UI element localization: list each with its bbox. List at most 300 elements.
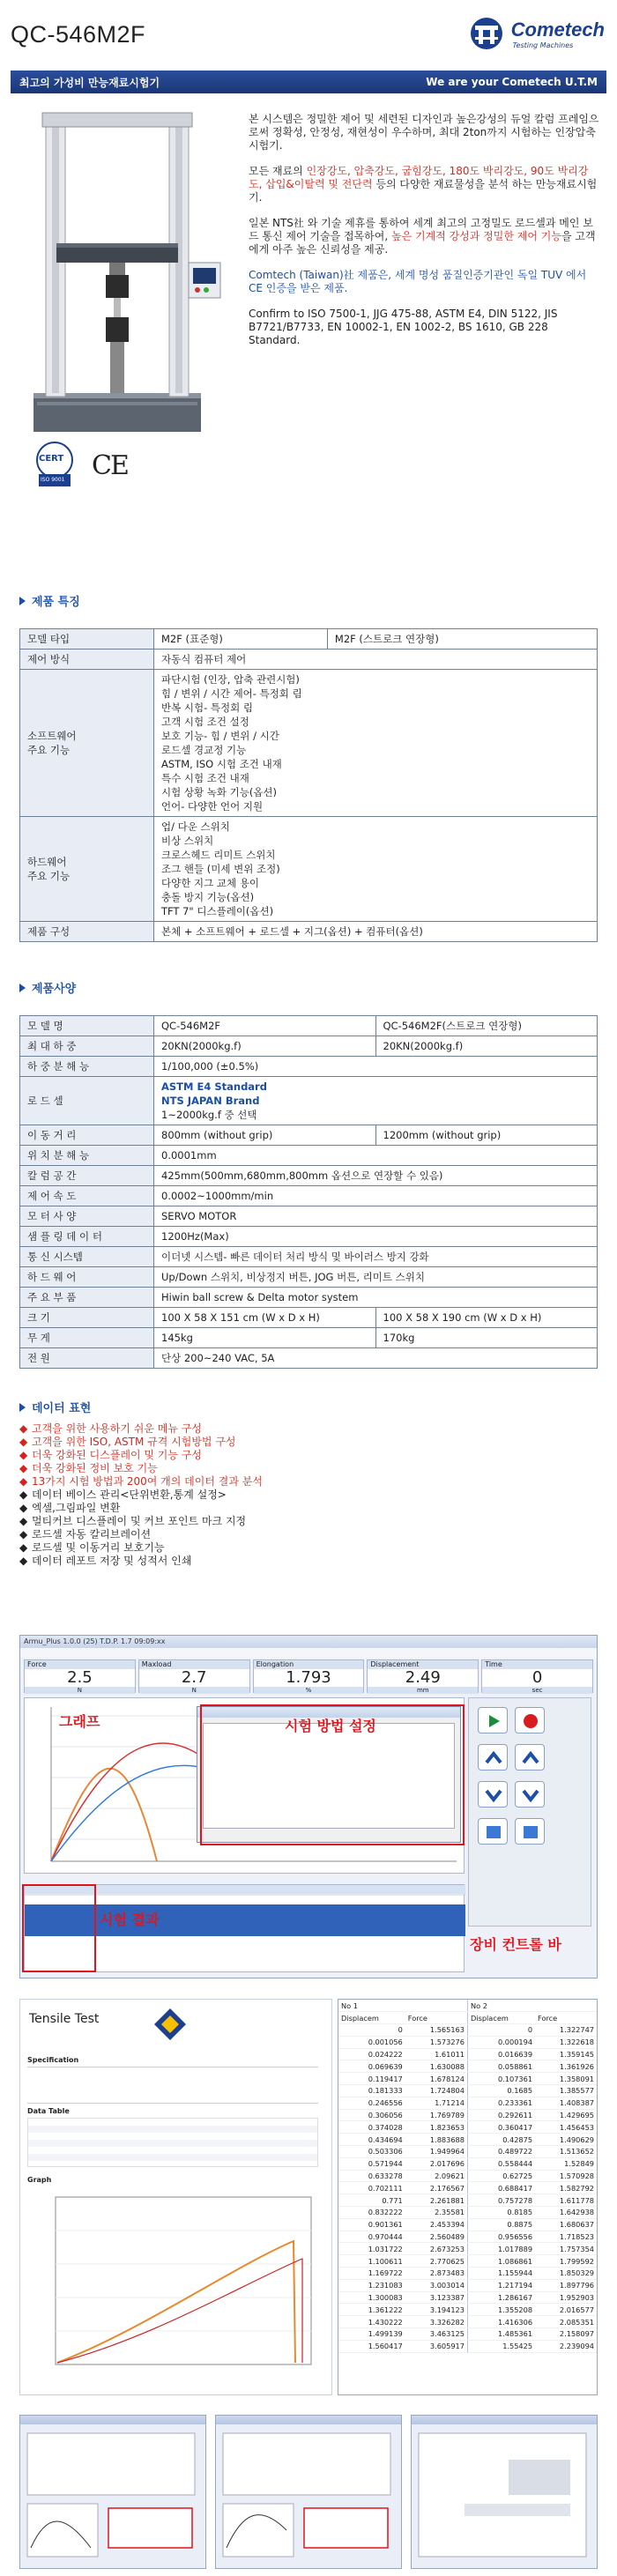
features-row [20, 629, 598, 650]
zero-button[interactable] [515, 1818, 545, 1845]
data-table-cell: 1.560417 [338, 2340, 405, 2352]
features-row-label: 모델 타입 [20, 629, 154, 650]
data-feature-text: 데이터 베이스 관리<단위변환,통계 설정> [32, 1488, 227, 1501]
brand-subtitle: Testing Machines [512, 41, 574, 49]
features-line: 다양한 지그 교체 용이 [161, 877, 259, 889]
data-table-cell: 0.233361 [467, 2097, 535, 2109]
data-table-cell: 0.1685 [467, 2085, 535, 2097]
readout-time [481, 1659, 593, 1693]
data-table-cell: 0.292611 [467, 2109, 535, 2121]
down-fast-button[interactable] [515, 1781, 545, 1808]
diamond-bullet-icon: ◆ [19, 1515, 28, 1527]
data-table-cell: 1.642938 [535, 2207, 597, 2219]
data-table-cell: 1.611778 [535, 2194, 597, 2207]
features-row [20, 922, 598, 942]
report-spec-label: Specification [27, 2056, 79, 2064]
data-table-cell: 2.35581 [405, 2207, 468, 2219]
specs-cell: 20KN(2000kg.f) [375, 1036, 598, 1057]
readout-displacement [367, 1659, 479, 1693]
data-table-row [338, 2146, 597, 2158]
data-table-cell: 0.107361 [467, 2073, 535, 2085]
data-feature-text: 로드셀 자동 칼리브레이션 [32, 1528, 152, 1540]
data-table-cell: 2.770625 [405, 2255, 468, 2268]
intro-paragraph-3 [249, 217, 601, 256]
intro-p2-prefix: 모든 재료의 [249, 165, 307, 177]
data-table-row [338, 2134, 597, 2146]
data-table-cell: 0.571944 [338, 2157, 405, 2170]
data-table-row [338, 2157, 597, 2170]
section-arrow-icon [19, 984, 26, 992]
report-data-block [27, 2118, 318, 2167]
data-table-cell: 1.680637 [535, 2218, 597, 2231]
data-table-cell: 1.883688 [405, 2134, 468, 2146]
section-arrow-icon [19, 1403, 26, 1412]
data-table-cell: 1.52849 [535, 2157, 597, 2170]
annotation-result: 시험 결과 [100, 1912, 160, 1928]
specs-row [20, 1247, 598, 1267]
data-feature-text: 고객을 위한 ISO, ASTM 규격 시험방법 구성 [32, 1436, 236, 1448]
data-table-cell: 1.724804 [405, 2085, 468, 2097]
diamond-bullet-icon: ◆ [19, 1436, 28, 1448]
specs-row-label: 제 어 속 도 [20, 1186, 154, 1206]
data-table-row [338, 2207, 597, 2219]
data-table-cell: 1.55425 [467, 2340, 535, 2352]
data-table-cell: 1.949964 [405, 2146, 468, 2158]
report-table-label: Data Table [27, 2107, 70, 2115]
data-table-cell: 0.757278 [467, 2194, 535, 2207]
data-feature-item [19, 1541, 598, 1555]
loadcell-brand: NTS JAPAN Brand [161, 1095, 260, 1107]
data-table-cell: 1.286167 [467, 2291, 535, 2304]
down-button[interactable] [478, 1781, 508, 1808]
specs-row [20, 1348, 598, 1369]
specs-cell: 145kg [154, 1328, 376, 1348]
data-table-cell: 0.434694 [338, 2134, 405, 2146]
raw-data-table [338, 1999, 598, 2395]
data-table-cell: 2.085351 [535, 2316, 597, 2328]
data-feature-item [19, 1528, 598, 1541]
data-table-cell: 0.360417 [467, 2121, 535, 2134]
intro-paragraph-1: 본 시스템은 정밀한 제어 및 세련된 디자인과 높은강성의 듀얼 칼럼 프레임으로써 정확성, 안정성, 재현성이 우수하며, 최대 2ton까지 시험하는 인장압축시험기. [249, 113, 599, 152]
specs-row-label: 모 델 명 [20, 1016, 154, 1036]
data-table-cell: 0.069639 [338, 2060, 405, 2073]
up-button[interactable] [478, 1744, 508, 1771]
readout-maxload [138, 1659, 250, 1693]
features-row-label: 하드웨어 주요 기능 [20, 817, 154, 922]
features-cell: 본체 + 소프트웨어 + 로드셀 + 지그(옵션) + 컴퓨터(옵션) [154, 922, 598, 942]
section-arrow-icon [19, 597, 26, 605]
data-table-cell: 1.573276 [405, 2036, 468, 2048]
readout-unit: mm [368, 1687, 478, 1694]
data-feature-item [19, 1488, 598, 1502]
loadcell-standard: ASTM E4 Standard [161, 1080, 267, 1093]
data-table-cell: 1.513652 [535, 2146, 597, 2158]
data-feature-item [19, 1515, 598, 1528]
data-table-cell: 0.8185 [467, 2207, 535, 2219]
data-table-cell: 1.897796 [535, 2279, 597, 2291]
ce-mark: CE [92, 450, 128, 481]
data-table-cell: 0.306056 [338, 2109, 405, 2121]
data-table-cell: 2.239094 [535, 2340, 597, 2352]
data-table-cell: 1.031722 [338, 2243, 405, 2255]
report-spec-block [27, 2067, 318, 2104]
specs-row [20, 1057, 598, 1077]
features-line: 고객 시험 조건 설정 [161, 716, 249, 728]
data-table-cell: 1.485361 [467, 2328, 535, 2341]
data-table-row [338, 2060, 597, 2073]
data-table-row [338, 2231, 597, 2243]
data-feature-list [19, 1422, 598, 1568]
features-line: 충돌 방지 기능(옵션) [161, 891, 255, 903]
test-report [19, 1999, 332, 2395]
specs-cell: Hiwin ball screw & Delta motor system [154, 1288, 598, 1308]
data-table-row [338, 2036, 597, 2048]
data-table-cell: 1.429695 [535, 2109, 597, 2121]
diamond-bullet-icon: ◆ [19, 1488, 28, 1501]
data-feature-text: 멀티커브 디스플레이 및 커브 포인트 마크 지정 [32, 1515, 247, 1527]
data-table-cell: 3.605917 [405, 2340, 468, 2352]
data-table-cell: 2.158097 [535, 2328, 597, 2341]
features-cell: M2F (스트로크 연장형) [327, 629, 597, 650]
specs-cell: 800mm (without grip) [154, 1125, 376, 1146]
readout-label: Time [482, 1660, 592, 1669]
specs-row-label: 크 기 [20, 1308, 154, 1328]
data-table-cell: 1.359145 [535, 2048, 597, 2060]
specs-cell: 1/100,000 (±0.5%) [154, 1057, 598, 1077]
data-table-row [338, 2073, 597, 2085]
data-table-cell: 0.058861 [467, 2060, 535, 2073]
data-table-row [338, 2328, 597, 2341]
data-table-cell: 1.718523 [535, 2231, 597, 2243]
data-table-cell: 1.355208 [467, 2304, 535, 2316]
data-table-row [338, 2316, 597, 2328]
data-table-cell: 1.361222 [338, 2304, 405, 2316]
data-table-row [338, 2109, 597, 2121]
data-feature-item [19, 1462, 598, 1475]
features-line: ASTM, ISO 시험 조건 내재 [161, 758, 282, 770]
data-table-cell: 1.300083 [338, 2291, 405, 2304]
data-feature-item [19, 1422, 598, 1436]
data-feature-item [19, 1475, 598, 1488]
diamond-bullet-icon: ◆ [19, 1541, 28, 1554]
data-table-cell: 1.823653 [405, 2121, 468, 2134]
data-table-row [338, 2085, 597, 2097]
specs-row-label: 전 원 [20, 1348, 154, 1369]
readout-value: 2.7 [181, 1668, 207, 1687]
data-table-cell: 0.374028 [338, 2121, 405, 2134]
data-table-subheader-cell: Displacem [338, 2012, 405, 2024]
data-table-cell: 1.100611 [338, 2255, 405, 2268]
readout-label: Elongation [254, 1660, 364, 1669]
data-table-cell: 0.62725 [467, 2170, 535, 2182]
specs-table [19, 1015, 598, 1369]
data-table-row [338, 2024, 597, 2037]
intro-section [0, 93, 617, 508]
specs-row-label: 위 치 분 해 능 [20, 1146, 154, 1166]
specs-cell: 425mm(500mm,680mm,800mm 옵션으로 연장할 수 있음) [154, 1166, 598, 1186]
data-table-cell: 2.017696 [405, 2157, 468, 2170]
data-table-cell: 1.408387 [535, 2097, 597, 2109]
up-fast-button[interactable] [515, 1744, 545, 1771]
data-table-row [338, 2304, 597, 2316]
specs-cell: 이더넷 시스템- 빠른 데이터 처리 방식 및 바이러스 방지 강화 [154, 1247, 598, 1267]
play-button[interactable] [478, 1707, 508, 1733]
features-cell [154, 670, 598, 817]
specs-row [20, 1146, 598, 1166]
data-table-cell: 1.322618 [535, 2036, 597, 2048]
data-table-header-cell [405, 2000, 468, 2012]
specs-row [20, 1036, 598, 1057]
features-title [19, 592, 598, 609]
specs-row-label: 통 신 시스템 [20, 1247, 154, 1267]
data-table-row [338, 2243, 597, 2255]
report-logo-icon [152, 2007, 188, 2045]
data-table-cell: 1.565163 [405, 2024, 468, 2037]
data-table-subheader [338, 2012, 597, 2024]
data-table-cell: 2.261881 [405, 2194, 468, 2207]
data-table-row [338, 2048, 597, 2060]
brand-name: Cometech [510, 18, 605, 41]
annotation-control: 장비 컨트롤 바 [470, 1936, 561, 1953]
data-table-cell: 1.499139 [338, 2328, 405, 2341]
specs-row [20, 1166, 598, 1186]
features-cell: 자동식 컴퓨터 제어 [154, 650, 598, 670]
data-table-cell: 1.570928 [535, 2170, 597, 2182]
specs-cell: 1200Hz(Max) [154, 1227, 598, 1247]
readout-elongation [253, 1659, 365, 1693]
cert-badge [26, 439, 83, 488]
intro-p2-highlight: 인장강도, 압축강도, 굽힘강도, 180도 박리강도, 90도 박리강도, 삽입&이탈력 및 전단력 [249, 165, 589, 190]
data-table-subheader-cell: Force [535, 2012, 597, 2024]
data-table-cell: 0.181333 [338, 2085, 405, 2097]
specs-title-text: 제품사양 [32, 983, 77, 996]
data-table-cell: 0 [338, 2024, 405, 2037]
specs-cell: SERVO MOTOR [154, 1206, 598, 1227]
banner-right-text: We are your Cometech U.T.M [426, 76, 598, 88]
intro-p3-highlight: 높은 기계적 강성과 정밀한 제어 기능 [391, 230, 561, 242]
data-table-cell: 0.832222 [338, 2207, 405, 2219]
data-table-cell: 1.231083 [338, 2279, 405, 2291]
data-table-subheader-cell: Force [405, 2012, 468, 2024]
data-table-row [338, 2097, 597, 2109]
features-row [20, 650, 598, 670]
data-table-row [338, 2194, 597, 2207]
control-bar [468, 1697, 591, 1926]
data-table-cell: 0.558444 [467, 2157, 535, 2170]
data-table-cell: 1.416306 [467, 2316, 535, 2328]
intro-paragraph-4: Comtech (Taiwan)社 제품은, 세계 명성 품질인증기관인 독일 TUV 에서 CE 인증을 받은 제품. [249, 269, 587, 294]
data-table-header-cell: No 1 [338, 2000, 405, 2012]
window-titlebar: Armu_Plus 1.0.0 (25) T.D.P. 1.7 09:09:xx [20, 1636, 597, 1648]
readout-value: 0 [532, 1668, 543, 1687]
data-feature-text: 로드셀 및 이동거리 보호기능 [32, 1541, 165, 1554]
software-screenshot [19, 1635, 598, 1978]
report-title: Tensile Test [29, 2012, 100, 2026]
data-table-cell: 0.246556 [338, 2097, 405, 2109]
specs-row-label: 주 요 부 품 [20, 1288, 154, 1308]
data-table-cell: 2.016577 [535, 2304, 597, 2316]
specs-cell: 0.0001mm [154, 1146, 598, 1166]
features-cell: M2F (표준형) [154, 629, 328, 650]
specs-row [20, 1125, 598, 1146]
features-line: 힘 / 변위 / 시간 제어- 특정회 림 [161, 687, 302, 700]
specs-row-label: 이 동 거 리 [20, 1125, 154, 1146]
data-table-row [338, 2340, 597, 2352]
data-table-cell: 0.000194 [467, 2036, 535, 2048]
specs-row [20, 1227, 598, 1247]
data-table-cell: 0.001056 [338, 2036, 405, 2048]
data-table-cell: 0.956556 [467, 2231, 535, 2243]
features-line: 반복 시험- 특정회 림 [161, 702, 253, 714]
diamond-bullet-icon: ◆ [19, 1528, 28, 1540]
data-table-cell: 3.326282 [405, 2316, 468, 2328]
data-table-row [338, 2121, 597, 2134]
specs-row [20, 1016, 598, 1036]
data-table-cell: 1.361926 [535, 2060, 597, 2073]
thumbnail-3 [411, 2415, 598, 2569]
intro-paragraph-2 [249, 165, 601, 204]
thumbnail-2 [215, 2415, 402, 2569]
data-table-cell: 0.119417 [338, 2073, 405, 2085]
data-table-cell: 1.430222 [338, 2316, 405, 2328]
data-table-cell: 0.688417 [467, 2182, 535, 2194]
data-table-cell: 1.61011 [405, 2048, 468, 2060]
loadcell-range: 1~2000kg.f 중 선택 [161, 1109, 257, 1121]
features-line: 로드셀 경교정 기능 [161, 744, 247, 756]
report-graph-label: Graph [27, 2176, 52, 2184]
specs-row [20, 1328, 598, 1348]
data-section-title-text: 데이터 표현 [32, 1402, 92, 1415]
return-button[interactable] [478, 1818, 508, 1845]
data-feature-item [19, 1555, 598, 1568]
features-line: TFT 7" 디스플레이(옵션) [161, 905, 274, 917]
data-feature-text: 고객을 위한 사용하기 쉬운 메뉴 구성 [32, 1422, 202, 1435]
data-section-title [19, 1399, 598, 1415]
features-row [20, 670, 598, 817]
features-table [19, 628, 598, 942]
data-table-row [338, 2291, 597, 2304]
features-line: 특수 시험 조건 내재 [161, 772, 249, 784]
diamond-bullet-icon: ◆ [19, 1449, 28, 1461]
readout-unit: % [254, 1687, 364, 1694]
thumbnail-titlebar [20, 2416, 205, 2424]
data-feature-text: 13가지 시험 방법과 200여 개의 데이터 결과 분석 [32, 1475, 263, 1488]
data-feature-item [19, 1436, 598, 1449]
window-menubar [20, 1648, 597, 1658]
data-table-row [338, 2182, 597, 2194]
readout-bar [24, 1659, 593, 1693]
cometech-logo-icon [467, 16, 506, 51]
specs-cell: 20KN(2000kg.f) [154, 1036, 376, 1057]
annotation-result-box [22, 1884, 96, 1972]
report-graph [38, 2188, 320, 2385]
specs-cell: QC-546M2F [154, 1016, 376, 1036]
model-title: QC-546M2F [11, 21, 146, 48]
diamond-bullet-icon: ◆ [19, 1475, 28, 1488]
data-table-cell: 0.503306 [338, 2146, 405, 2158]
specs-row-label: 로 드 셀 [20, 1077, 154, 1125]
stop-button[interactable] [515, 1707, 545, 1733]
data-table-cell: 3.194123 [405, 2304, 468, 2316]
data-feature-item [19, 1502, 598, 1515]
data-table-cell: 2.673253 [405, 2243, 468, 2255]
specs-cell: 170kg [375, 1328, 598, 1348]
data-table-cell: 1.490629 [535, 2134, 597, 2146]
diamond-bullet-icon: ◆ [19, 1555, 28, 1567]
thumbnail-titlebar [216, 2416, 401, 2424]
specs-title [19, 979, 598, 996]
data-table-cell: 0.489722 [467, 2146, 535, 2158]
features-row-label: 제품 구성 [20, 922, 154, 942]
specs-row-label: 칼 럼 공 간 [20, 1166, 154, 1186]
data-feature-text: 더욱 강화된 정비 보호 기능 [32, 1462, 158, 1474]
annotation-method-box [200, 1704, 465, 1845]
data-feature-item [19, 1449, 598, 1462]
data-feature-text: 데이터 레포트 저장 및 성적서 인쇄 [32, 1555, 192, 1567]
data-table-cell: 1.169722 [338, 2268, 405, 2280]
readout-force [24, 1659, 136, 1693]
features-row [20, 817, 598, 922]
data-table-subheader-cell: Displacem [467, 2012, 535, 2024]
data-table-cell: 1.385577 [535, 2085, 597, 2097]
data-table-cell: 1.799592 [535, 2255, 597, 2268]
specs-row-label: 하 드 웨 어 [20, 1267, 154, 1288]
specs-row [20, 1077, 598, 1125]
banner-left-text: 최고의 가성비 만능재료시험기 [19, 76, 160, 89]
data-table-cell: 2.560489 [405, 2231, 468, 2243]
thumbnail-titlebar [412, 2416, 597, 2424]
data-table-row [338, 2268, 597, 2280]
brand-logo [467, 16, 605, 51]
readout-label: Maxload [139, 1660, 249, 1669]
annotation-graph: 그래프 [59, 1713, 100, 1730]
readout-value: 1.793 [286, 1668, 331, 1687]
features-line: 비상 스위치 [161, 835, 214, 847]
data-table-header [338, 2000, 597, 2012]
data-table-cell: 1.322747 [535, 2024, 597, 2037]
data-table-cell: 1.850329 [535, 2268, 597, 2280]
specs-cell: 단상 200~240 VAC, 5A [154, 1348, 598, 1369]
data-table-cell: 0.8875 [467, 2218, 535, 2231]
readout-value: 2.5 [67, 1668, 93, 1687]
readout-label: Force [25, 1660, 135, 1669]
data-table-row [338, 2170, 597, 2182]
features-line: 보호 기능- 힘 / 변위 / 시간 [161, 730, 279, 742]
specs-row [20, 1308, 598, 1328]
features-row-label: 소프트웨어 주요 기능 [20, 670, 154, 817]
page-header [0, 0, 617, 71]
data-table-cell: 1.217194 [467, 2279, 535, 2291]
data-table-cell: 0.771 [338, 2194, 405, 2207]
data-table-cell: 0.901361 [338, 2218, 405, 2231]
data-table-cell: 2.176567 [405, 2182, 468, 2194]
features-cell [154, 817, 598, 922]
readout-label: Displacement [368, 1660, 478, 1669]
data-table-cell: 1.678124 [405, 2073, 468, 2085]
diamond-bullet-icon: ◆ [19, 1502, 28, 1514]
specs-row-label: 샘 플 링 데 이 터 [20, 1227, 154, 1247]
data-table-cell: 3.463125 [405, 2328, 468, 2341]
thumbnail-1 [19, 2415, 206, 2569]
data-table-cell: 0.702111 [338, 2182, 405, 2194]
data-feature-text: 더욱 강화된 디스플레이 및 기능 구성 [32, 1449, 202, 1461]
features-line: 조그 핸들 (미세 변위 조정) [161, 863, 280, 875]
features-line: 크로스헤드 리미트 스위치 [161, 849, 276, 861]
data-table-cell: 1.769789 [405, 2109, 468, 2121]
specs-cell: 1200mm (without grip) [375, 1125, 598, 1146]
specs-cell: 100 X 58 X 151 cm (W x D x H) [154, 1308, 376, 1328]
features-line: 시험 상황 녹화 기능(옵션) [161, 786, 278, 798]
